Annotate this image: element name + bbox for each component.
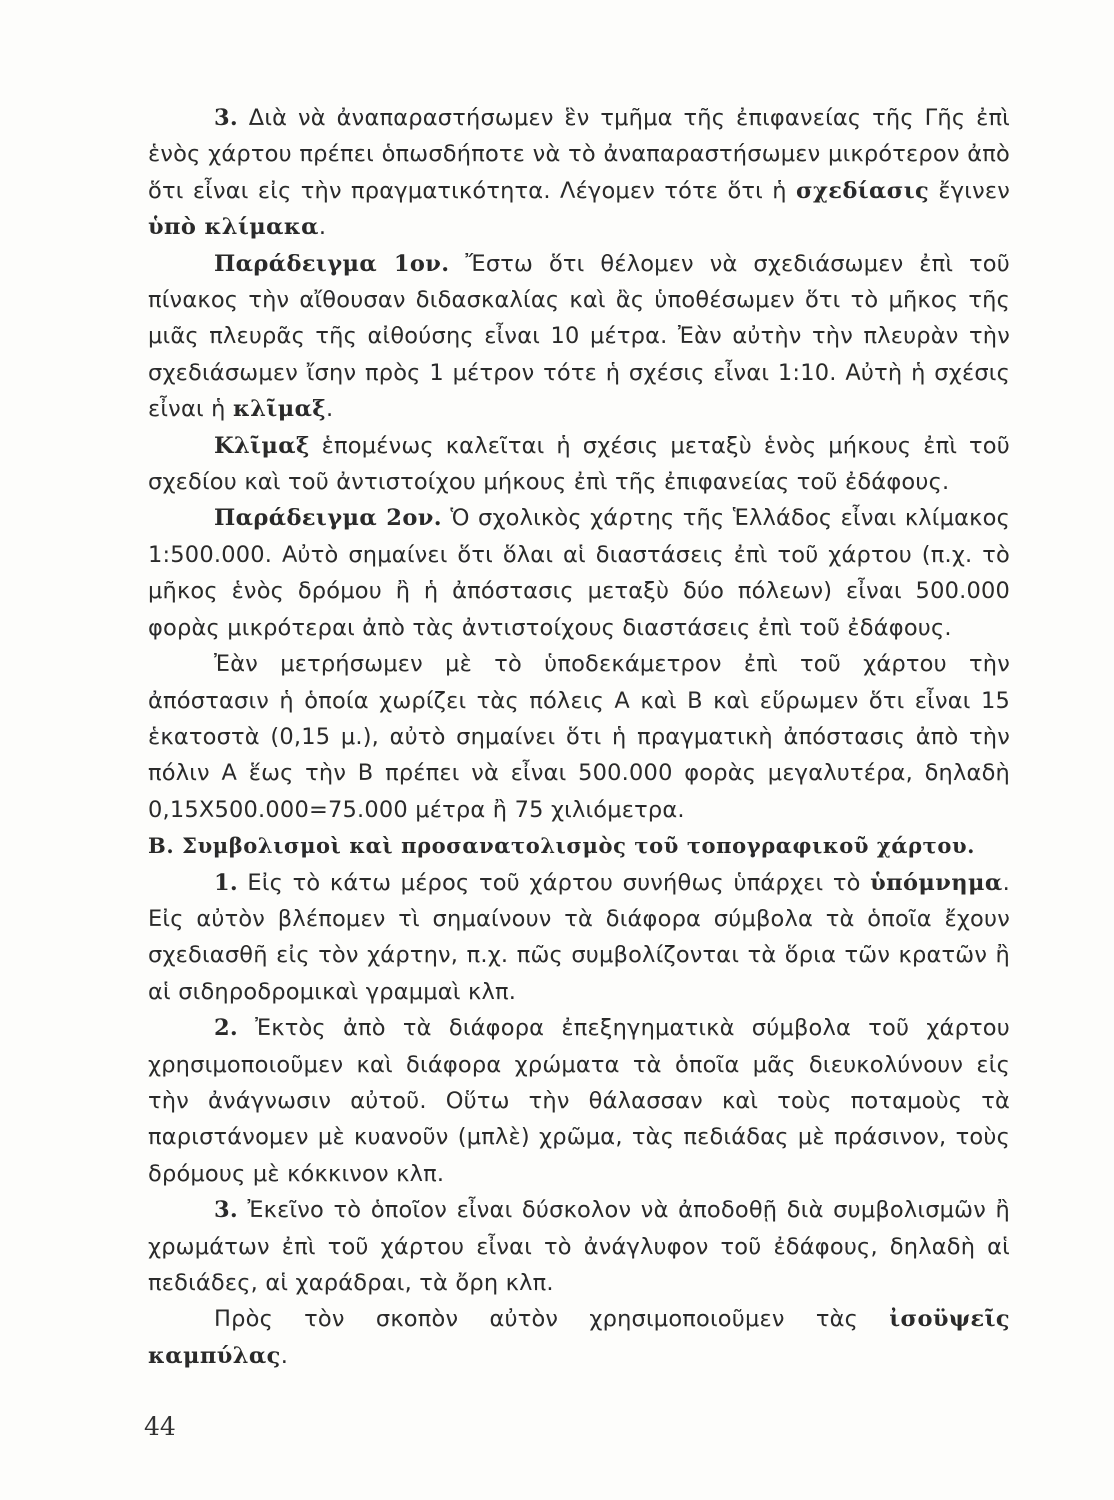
term-isoypseis: ἰσοϋψεῖς καμπύλας [148,1306,1010,1369]
paragraph-scale-definition: Κλῖμαξ ἑπομένως καλεῖται ἡ σχέσις μεταξὺ ἑνὸς μήκους ἐπὶ τοῦ σχεδίου καὶ τοῦ ἀντιστοίχου μήκους ἐπὶ τῆς ἐπιφανείας τοῦ ἐδάφους. [148,432,1010,496]
section-heading: Β. Συμβολισμοὶ καὶ προσανατολισμὸς τοῦ τοπογραφικοῦ χάρτου. [148,833,976,859]
paragraph-relief: 3. Ἐκεῖνο τὸ ὁποῖον εἶναι δύσκολον νὰ ἀποδοθῇ διὰ συμβολισμῶν ἢ χρωμάτων ἐπὶ τοῦ χάρτου εἶναι τὸ ἀνάγλυφον τοῦ ἐδάφους, δηλαδὴ αἱ πεδιάδες, αἱ χαράδραι, τὰ ὄρη κλπ. [148,1197,1010,1296]
page-number: 44 [144,1412,176,1441]
item-number: 2. [214,1015,238,1042]
term-schediasis: σχεδίασις [796,177,930,204]
paragraph-contours: Πρὸς τὸν σκοπὸν αὐτὸν χρησιμοποιοῦμεν τὰς ἰσοϋψεῖς καμπύλας. [148,1306,1010,1369]
paragraph-legend: 1. Εἰς τὸ κάτω μέρος τοῦ χάρτου συνήθως ὑπάρχει τὸ ὑπόμνημα. Εἰς αὐτὸν βλέπομεν τὶ σημαίνουν τὰ διάφορα σύμβολα τὰ ὁποῖα ἔχουν σχεδιασθῆ εἰς τὸν χάρτην, π.χ. πῶς συμβολίζονται τὰ ὅρια τῶν κρατῶν ἢ αἱ σιδηροδρομικαὶ γραμμαὶ κλπ. [148,869,1010,1005]
term-ypomnima: ὑπόμνημα [870,869,1003,896]
paragraph-colors: 2. Ἐκτὸς ἀπὸ τὰ διάφορα ἐπεξηγηματικὰ σύμβολα τοῦ χάρτου χρησιμοποιοῦμεν καὶ διάφορα χρώματα τὰ ὁποῖα μᾶς διευκολύνουν εἰς τὴν ἀνάγνωσιν αὐτοῦ. Οὕτω τὴν θάλασσαν καὶ τοὺς ποταμοὺς τὰ παριστάνομεν μὲ κυανοῦν (μπλὲ) χρῶμα, τὰς πεδιάδας μὲ πράσινον, τοὺς δρόμους μὲ κόκκινον κλπ. [148,1015,1010,1187]
paragraph-measurement: Ἐὰν μετρήσωμεν μὲ τὸ ὑποδεκάμετρον ἐπὶ τοῦ χάρτου τὴν ἀπόστασιν ἡ ὁποία χωρίζει τὰς πόλεις Α καὶ Β καὶ εὕρωμεν ὅτι εἶναι 15 ἑκατοστὰ (0,15 μ.), αὐτὸ σημαίνει ὅτι ἡ πραγματικὴ ἀπόστασις ἀπὸ τὴν πόλιν Α ἕως τὴν Β πρέπει νὰ εἶναι 500.000 φορὰς μεγαλυτέρα, δηλαδὴ 0,15Χ500.000=75.000 μέτρα ἢ 75 χιλιόμετρα. [148,651,1010,823]
item-number: 1. [214,869,238,896]
term-ypo-klimaka: ὑπὸ κλίμακα [148,214,319,241]
item-number: 3. [214,1197,238,1224]
term-klimax-definition: Κλῖμαξ [214,432,310,459]
example-label: Παράδειγμα 2ον. [214,505,442,532]
term-klimax: κλῖμαξ [232,396,327,423]
paragraph-example-2: Παράδειγμα 2ον. Ὁ σχολικὸς χάρτης τῆς Ἑλλάδος εἶναι κλίμακος 1:500.000. Αὐτὸ σημαίνει ὅτι ὅλαι αἱ διαστάσεις ἐπὶ τοῦ χάρτου (π.χ. τὸ μῆκος ἑνὸς δρόμου ἢ ἡ ἀπόστασις μεταξὺ δύο πόλεων) εἶναι 500.000 φορὰς μικρότεραι ἀπὸ τὰς ἀντιστοίχους διαστάσεις ἐπὶ τοῦ ἐδάφους. [148,505,1010,641]
item-number: 3. [214,105,238,131]
paragraph-example-1: Παράδειγμα 1ον. Ἔστω ὅτι θέλομεν νὰ σχεδιάσωμεν ἐπὶ τοῦ πίνακος τὴν αἴθουσαν διδασκαλίας καὶ ἂς ὑποθέσωμεν ὅτι τὸ μῆκος τῆς μιᾶς πλευρᾶς τῆς αἰθούσης εἶναι 10 μέτρα. Ἐὰν αὐτὴν τὴν πλευρὰν τὴν σχεδιάσωμεν ἴσην πρὸς 1 μέτρον τότε ἡ σχέσις εἶναι 1:10. Αὐτὴ ἡ σχέσις εἶναι ἡ κλῖμαξ. [148,250,1010,423]
paragraph-scale-intro: 3. Διὰ νὰ ἀναπαραστήσωμεν ἓν τμῆμα τῆς ἐπιφανείας τῆς Γῆς ἐπὶ ἑνὸς χάρτου πρέπει ὁπωσδήποτε νὰ τὸ ἀναπαραστήσωμεν μικρότερον ἀπὸ ὅτι εἶναι εἰς τὴν πραγματικότητα. Λέγομεν τότε ὅτι ἡ σχεδίασις ἔγινεν ὑπὸ κλίμακα. [148,105,1010,241]
body-text [148,100,1010,1374]
example-label: Παράδειγμα 1ον. [214,250,450,277]
